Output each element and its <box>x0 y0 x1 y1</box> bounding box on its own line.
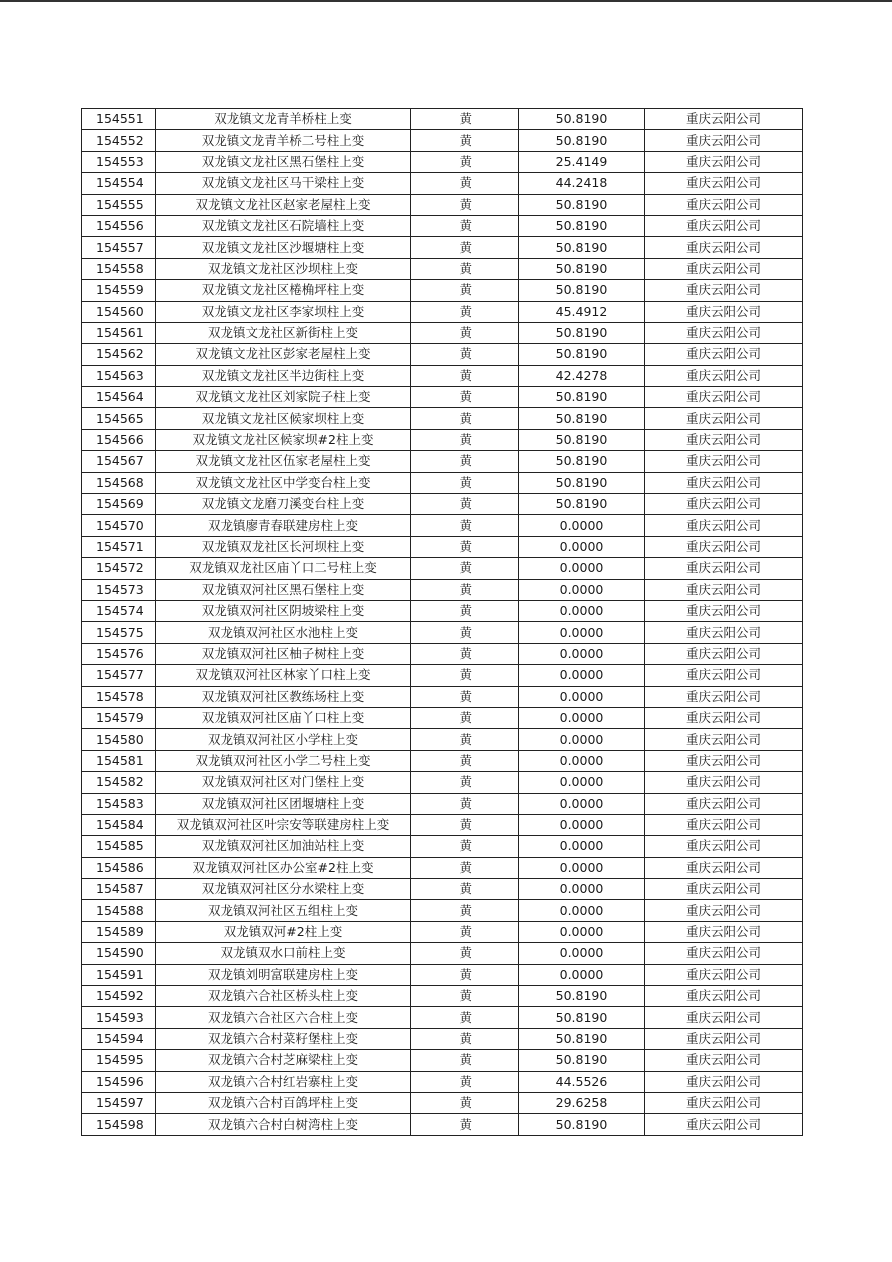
cell-name: 双龙镇文龙社区赵家老屋柱上变 <box>156 194 411 215</box>
cell-id: 154578 <box>82 686 156 707</box>
table-row <box>82 322 803 343</box>
cell-value: 50.8190 <box>519 1007 645 1028</box>
cell-name: 双龙镇双河社区林家丫口柱上变 <box>156 665 411 686</box>
cell-company: 重庆云阳公司 <box>645 943 803 964</box>
cell-name: 双龙镇双龙社区长河坝柱上变 <box>156 536 411 557</box>
table-row <box>82 387 803 408</box>
cell-id: 154595 <box>82 1050 156 1071</box>
cell-company: 重庆云阳公司 <box>645 237 803 258</box>
cell-company: 重庆云阳公司 <box>645 1050 803 1071</box>
cell-name: 双龙镇双河社区阴坡梁柱上变 <box>156 600 411 621</box>
cell-name: 双龙镇双河社区分水梁柱上变 <box>156 879 411 900</box>
cell-id: 154597 <box>82 1092 156 1113</box>
cell-color: 黄 <box>411 301 519 322</box>
table-row <box>82 750 803 771</box>
table-row <box>82 943 803 964</box>
cell-company: 重庆云阳公司 <box>645 109 803 130</box>
cell-company: 重庆云阳公司 <box>645 1007 803 1028</box>
cell-value: 0.0000 <box>519 665 645 686</box>
cell-id: 154586 <box>82 857 156 878</box>
cell-company: 重庆云阳公司 <box>645 750 803 771</box>
cell-value: 50.8190 <box>519 109 645 130</box>
cell-company: 重庆云阳公司 <box>645 258 803 279</box>
cell-name: 双龙镇双河社区庙丫口柱上变 <box>156 707 411 728</box>
cell-color: 黄 <box>411 429 519 450</box>
table-row <box>82 215 803 236</box>
cell-value: 0.0000 <box>519 814 645 835</box>
table-row <box>82 600 803 621</box>
cell-value: 50.8190 <box>519 194 645 215</box>
cell-company: 重庆云阳公司 <box>645 1114 803 1135</box>
cell-id: 154551 <box>82 109 156 130</box>
cell-color: 黄 <box>411 793 519 814</box>
table-row <box>82 964 803 985</box>
cell-id: 154575 <box>82 622 156 643</box>
cell-color: 黄 <box>411 322 519 343</box>
cell-company: 重庆云阳公司 <box>645 921 803 942</box>
table-row <box>82 793 803 814</box>
cell-color: 黄 <box>411 194 519 215</box>
cell-color: 黄 <box>411 408 519 429</box>
cell-company: 重庆云阳公司 <box>645 365 803 386</box>
cell-value: 50.8190 <box>519 986 645 1007</box>
cell-value: 0.0000 <box>519 643 645 664</box>
cell-name: 双龙镇文龙社区棬桷坪柱上变 <box>156 280 411 301</box>
cell-company: 重庆云阳公司 <box>645 194 803 215</box>
table-row <box>82 857 803 878</box>
cell-company: 重庆云阳公司 <box>645 1092 803 1113</box>
table-row <box>82 258 803 279</box>
table-row <box>82 665 803 686</box>
cell-id: 154590 <box>82 943 156 964</box>
cell-name: 双龙镇双河社区加油站柱上变 <box>156 836 411 857</box>
cell-value: 0.0000 <box>519 536 645 557</box>
cell-name: 双龙镇双河社区叶宗安等联建房柱上变 <box>156 814 411 835</box>
cell-name: 双龙镇双河#2柱上变 <box>156 921 411 942</box>
cell-name: 双龙镇双河社区教练场柱上变 <box>156 686 411 707</box>
cell-id: 154560 <box>82 301 156 322</box>
cell-color: 黄 <box>411 1007 519 1028</box>
cell-name: 双龙镇双河社区团堰塘柱上变 <box>156 793 411 814</box>
cell-value: 0.0000 <box>519 622 645 643</box>
cell-company: 重庆云阳公司 <box>645 622 803 643</box>
cell-name: 双龙镇双河社区五组柱上变 <box>156 900 411 921</box>
table-row <box>82 451 803 472</box>
cell-value: 50.8190 <box>519 494 645 515</box>
table-row <box>82 558 803 579</box>
cell-company: 重庆云阳公司 <box>645 879 803 900</box>
cell-id: 154559 <box>82 280 156 301</box>
cell-name: 双龙镇文龙社区中学变台柱上变 <box>156 472 411 493</box>
cell-name: 双龙镇文龙社区沙坝柱上变 <box>156 258 411 279</box>
cell-company: 重庆云阳公司 <box>645 986 803 1007</box>
cell-id: 154552 <box>82 130 156 151</box>
cell-id: 154579 <box>82 707 156 728</box>
cell-id: 154569 <box>82 494 156 515</box>
cell-id: 154598 <box>82 1114 156 1135</box>
cell-name: 双龙镇六合社区六合柱上变 <box>156 1007 411 1028</box>
table-row <box>82 686 803 707</box>
cell-value: 42.4278 <box>519 365 645 386</box>
cell-company: 重庆云阳公司 <box>645 322 803 343</box>
table-row <box>82 1092 803 1113</box>
table-row <box>82 900 803 921</box>
cell-value: 0.0000 <box>519 579 645 600</box>
cell-company: 重庆云阳公司 <box>645 900 803 921</box>
table-row <box>82 814 803 835</box>
table-row <box>82 237 803 258</box>
cell-company: 重庆云阳公司 <box>645 1028 803 1049</box>
cell-color: 黄 <box>411 579 519 600</box>
cell-color: 黄 <box>411 879 519 900</box>
table-row <box>82 986 803 1007</box>
cell-company: 重庆云阳公司 <box>645 729 803 750</box>
cell-value: 50.8190 <box>519 1028 645 1049</box>
cell-value: 44.5526 <box>519 1071 645 1092</box>
cell-color: 黄 <box>411 151 519 172</box>
cell-color: 黄 <box>411 814 519 835</box>
cell-color: 黄 <box>411 451 519 472</box>
cell-id: 154554 <box>82 173 156 194</box>
cell-id: 154555 <box>82 194 156 215</box>
cell-name: 双龙镇双河社区小学柱上变 <box>156 729 411 750</box>
cell-company: 重庆云阳公司 <box>645 130 803 151</box>
cell-color: 黄 <box>411 900 519 921</box>
cell-value: 50.8190 <box>519 280 645 301</box>
cell-value: 45.4912 <box>519 301 645 322</box>
cell-company: 重庆云阳公司 <box>645 344 803 365</box>
cell-id: 154553 <box>82 151 156 172</box>
cell-name: 双龙镇文龙社区石院墙柱上变 <box>156 215 411 236</box>
cell-id: 154567 <box>82 451 156 472</box>
cell-name: 双龙镇六合村芝麻梁柱上变 <box>156 1050 411 1071</box>
table-row <box>82 1050 803 1071</box>
cell-id: 154581 <box>82 750 156 771</box>
cell-color: 黄 <box>411 1028 519 1049</box>
cell-company: 重庆云阳公司 <box>645 857 803 878</box>
cell-color: 黄 <box>411 643 519 664</box>
cell-value: 0.0000 <box>519 515 645 536</box>
cell-value: 44.2418 <box>519 173 645 194</box>
cell-id: 154573 <box>82 579 156 600</box>
cell-value: 50.8190 <box>519 215 645 236</box>
cell-value: 0.0000 <box>519 879 645 900</box>
cell-color: 黄 <box>411 750 519 771</box>
cell-value: 50.8190 <box>519 344 645 365</box>
cell-id: 154568 <box>82 472 156 493</box>
cell-color: 黄 <box>411 836 519 857</box>
cell-color: 黄 <box>411 986 519 1007</box>
cell-id: 154589 <box>82 921 156 942</box>
cell-id: 154583 <box>82 793 156 814</box>
cell-color: 黄 <box>411 558 519 579</box>
cell-value: 0.0000 <box>519 707 645 728</box>
cell-value: 50.8190 <box>519 258 645 279</box>
cell-color: 黄 <box>411 921 519 942</box>
table-row <box>82 173 803 194</box>
cell-company: 重庆云阳公司 <box>645 451 803 472</box>
cell-color: 黄 <box>411 344 519 365</box>
cell-id: 154562 <box>82 344 156 365</box>
cell-value: 0.0000 <box>519 793 645 814</box>
cell-company: 重庆云阳公司 <box>645 579 803 600</box>
cell-name: 双龙镇文龙社区彭家老屋柱上变 <box>156 344 411 365</box>
table-row <box>82 151 803 172</box>
cell-color: 黄 <box>411 772 519 793</box>
cell-name: 双龙镇文龙社区候家坝柱上变 <box>156 408 411 429</box>
cell-company: 重庆云阳公司 <box>645 772 803 793</box>
table-row <box>82 344 803 365</box>
table-row <box>82 729 803 750</box>
cell-color: 黄 <box>411 964 519 985</box>
cell-color: 黄 <box>411 1092 519 1113</box>
cell-name: 双龙镇六合村菜籽堡柱上变 <box>156 1028 411 1049</box>
table-row <box>82 622 803 643</box>
cell-id: 154576 <box>82 643 156 664</box>
cell-company: 重庆云阳公司 <box>645 836 803 857</box>
cell-value: 50.8190 <box>519 387 645 408</box>
cell-color: 黄 <box>411 1050 519 1071</box>
cell-value: 50.8190 <box>519 429 645 450</box>
cell-id: 154592 <box>82 986 156 1007</box>
cell-company: 重庆云阳公司 <box>645 472 803 493</box>
cell-value: 0.0000 <box>519 943 645 964</box>
cell-id: 154588 <box>82 900 156 921</box>
table-row <box>82 301 803 322</box>
cell-name: 双龙镇文龙社区沙堰塘柱上变 <box>156 237 411 258</box>
cell-name: 双龙镇文龙社区伍家老屋柱上变 <box>156 451 411 472</box>
cell-value: 0.0000 <box>519 857 645 878</box>
cell-id: 154561 <box>82 322 156 343</box>
cell-id: 154596 <box>82 1071 156 1092</box>
cell-name: 双龙镇文龙社区新街柱上变 <box>156 322 411 343</box>
cell-company: 重庆云阳公司 <box>645 686 803 707</box>
cell-company: 重庆云阳公司 <box>645 1071 803 1092</box>
cell-color: 黄 <box>411 686 519 707</box>
cell-id: 154580 <box>82 729 156 750</box>
cell-id: 154564 <box>82 387 156 408</box>
cell-color: 黄 <box>411 729 519 750</box>
cell-id: 154577 <box>82 665 156 686</box>
cell-color: 黄 <box>411 494 519 515</box>
cell-name: 双龙镇文龙社区李家坝柱上变 <box>156 301 411 322</box>
cell-value: 0.0000 <box>519 772 645 793</box>
cell-company: 重庆云阳公司 <box>645 536 803 557</box>
cell-value: 0.0000 <box>519 900 645 921</box>
cell-color: 黄 <box>411 707 519 728</box>
cell-color: 黄 <box>411 387 519 408</box>
cell-value: 50.8190 <box>519 130 645 151</box>
table-row <box>82 408 803 429</box>
cell-value: 25.4149 <box>519 151 645 172</box>
cell-name: 双龙镇文龙社区半边街柱上变 <box>156 365 411 386</box>
cell-value: 29.6258 <box>519 1092 645 1113</box>
cell-value: 0.0000 <box>519 600 645 621</box>
data-table <box>81 108 803 1136</box>
cell-color: 黄 <box>411 943 519 964</box>
cell-name: 双龙镇文龙磨刀溪变台柱上变 <box>156 494 411 515</box>
cell-company: 重庆云阳公司 <box>645 643 803 664</box>
table-row <box>82 494 803 515</box>
cell-color: 黄 <box>411 665 519 686</box>
cell-value: 50.8190 <box>519 1050 645 1071</box>
cell-color: 黄 <box>411 1071 519 1092</box>
cell-name: 双龙镇双河社区对门堡柱上变 <box>156 772 411 793</box>
table-row <box>82 579 803 600</box>
cell-value: 50.8190 <box>519 408 645 429</box>
cell-company: 重庆云阳公司 <box>645 793 803 814</box>
cell-id: 154565 <box>82 408 156 429</box>
cell-value: 0.0000 <box>519 686 645 707</box>
cell-value: 0.0000 <box>519 964 645 985</box>
cell-name: 双龙镇六合村白树湾柱上变 <box>156 1114 411 1135</box>
cell-value: 50.8190 <box>519 472 645 493</box>
table-row <box>82 194 803 215</box>
table-row <box>82 280 803 301</box>
cell-name: 双龙镇双河社区小学二号柱上变 <box>156 750 411 771</box>
table-row <box>82 772 803 793</box>
cell-name: 双龙镇双龙社区庙丫口二号柱上变 <box>156 558 411 579</box>
cell-color: 黄 <box>411 173 519 194</box>
cell-id: 154584 <box>82 814 156 835</box>
table-row <box>82 130 803 151</box>
cell-company: 重庆云阳公司 <box>645 301 803 322</box>
cell-value: 0.0000 <box>519 921 645 942</box>
table-row <box>82 707 803 728</box>
cell-id: 154593 <box>82 1007 156 1028</box>
cell-color: 黄 <box>411 1114 519 1135</box>
cell-name: 双龙镇文龙社区黑石堡柱上变 <box>156 151 411 172</box>
cell-color: 黄 <box>411 280 519 301</box>
table-row <box>82 921 803 942</box>
cell-company: 重庆云阳公司 <box>645 151 803 172</box>
table-row <box>82 472 803 493</box>
cell-company: 重庆云阳公司 <box>645 600 803 621</box>
cell-company: 重庆云阳公司 <box>645 173 803 194</box>
cell-name: 双龙镇文龙社区马干梁柱上变 <box>156 173 411 194</box>
cell-value: 0.0000 <box>519 836 645 857</box>
cell-color: 黄 <box>411 130 519 151</box>
cell-color: 黄 <box>411 365 519 386</box>
cell-company: 重庆云阳公司 <box>645 665 803 686</box>
cell-color: 黄 <box>411 600 519 621</box>
cell-value: 0.0000 <box>519 750 645 771</box>
table-row <box>82 515 803 536</box>
cell-name: 双龙镇双水口前柱上变 <box>156 943 411 964</box>
cell-id: 154591 <box>82 964 156 985</box>
cell-name: 双龙镇文龙青羊桥柱上变 <box>156 109 411 130</box>
cell-id: 154574 <box>82 600 156 621</box>
cell-company: 重庆云阳公司 <box>645 707 803 728</box>
cell-color: 黄 <box>411 536 519 557</box>
cell-company: 重庆云阳公司 <box>645 515 803 536</box>
cell-id: 154557 <box>82 237 156 258</box>
cell-company: 重庆云阳公司 <box>645 215 803 236</box>
cell-id: 154566 <box>82 429 156 450</box>
cell-id: 154572 <box>82 558 156 579</box>
cell-value: 50.8190 <box>519 237 645 258</box>
cell-value: 50.8190 <box>519 1114 645 1135</box>
cell-name: 双龙镇六合村百鸽坪柱上变 <box>156 1092 411 1113</box>
cell-id: 154558 <box>82 258 156 279</box>
cell-company: 重庆云阳公司 <box>645 558 803 579</box>
cell-id: 154585 <box>82 836 156 857</box>
table-row <box>82 109 803 130</box>
table-row <box>82 429 803 450</box>
cell-id: 154571 <box>82 536 156 557</box>
cell-company: 重庆云阳公司 <box>645 814 803 835</box>
cell-color: 黄 <box>411 515 519 536</box>
table-row <box>82 643 803 664</box>
cell-company: 重庆云阳公司 <box>645 429 803 450</box>
cell-value: 0.0000 <box>519 558 645 579</box>
cell-color: 黄 <box>411 622 519 643</box>
cell-name: 双龙镇文龙社区候家坝#2柱上变 <box>156 429 411 450</box>
cell-id: 154594 <box>82 1028 156 1049</box>
cell-name: 双龙镇双河社区黑石堡柱上变 <box>156 579 411 600</box>
cell-name: 双龙镇刘明富联建房柱上变 <box>156 964 411 985</box>
table-row <box>82 1007 803 1028</box>
cell-value: 50.8190 <box>519 451 645 472</box>
cell-name: 双龙镇双河社区办公室#2柱上变 <box>156 857 411 878</box>
table-row <box>82 836 803 857</box>
cell-id: 154556 <box>82 215 156 236</box>
cell-name: 双龙镇六合村红岩寨柱上变 <box>156 1071 411 1092</box>
table-body <box>82 109 803 1136</box>
cell-name: 双龙镇文龙青羊桥二号柱上变 <box>156 130 411 151</box>
cell-id: 154582 <box>82 772 156 793</box>
cell-name: 双龙镇廖青春联建房柱上变 <box>156 515 411 536</box>
cell-value: 50.8190 <box>519 322 645 343</box>
cell-company: 重庆云阳公司 <box>645 280 803 301</box>
cell-id: 154563 <box>82 365 156 386</box>
cell-company: 重庆云阳公司 <box>645 408 803 429</box>
cell-color: 黄 <box>411 237 519 258</box>
cell-color: 黄 <box>411 215 519 236</box>
cell-id: 154587 <box>82 879 156 900</box>
table-row <box>82 1071 803 1092</box>
cell-company: 重庆云阳公司 <box>645 494 803 515</box>
cell-company: 重庆云阳公司 <box>645 964 803 985</box>
cell-color: 黄 <box>411 109 519 130</box>
table-row <box>82 1028 803 1049</box>
cell-color: 黄 <box>411 258 519 279</box>
page-top-border <box>0 0 892 2</box>
cell-name: 双龙镇双河社区柚子树柱上变 <box>156 643 411 664</box>
cell-name: 双龙镇文龙社区刘家院子柱上变 <box>156 387 411 408</box>
cell-company: 重庆云阳公司 <box>645 387 803 408</box>
table-row <box>82 536 803 557</box>
cell-color: 黄 <box>411 472 519 493</box>
cell-color: 黄 <box>411 857 519 878</box>
cell-id: 154570 <box>82 515 156 536</box>
cell-name: 双龙镇双河社区水池柱上变 <box>156 622 411 643</box>
cell-name: 双龙镇六合社区桥头柱上变 <box>156 986 411 1007</box>
table-row <box>82 365 803 386</box>
table-row <box>82 879 803 900</box>
cell-value: 0.0000 <box>519 729 645 750</box>
table-row <box>82 1114 803 1135</box>
